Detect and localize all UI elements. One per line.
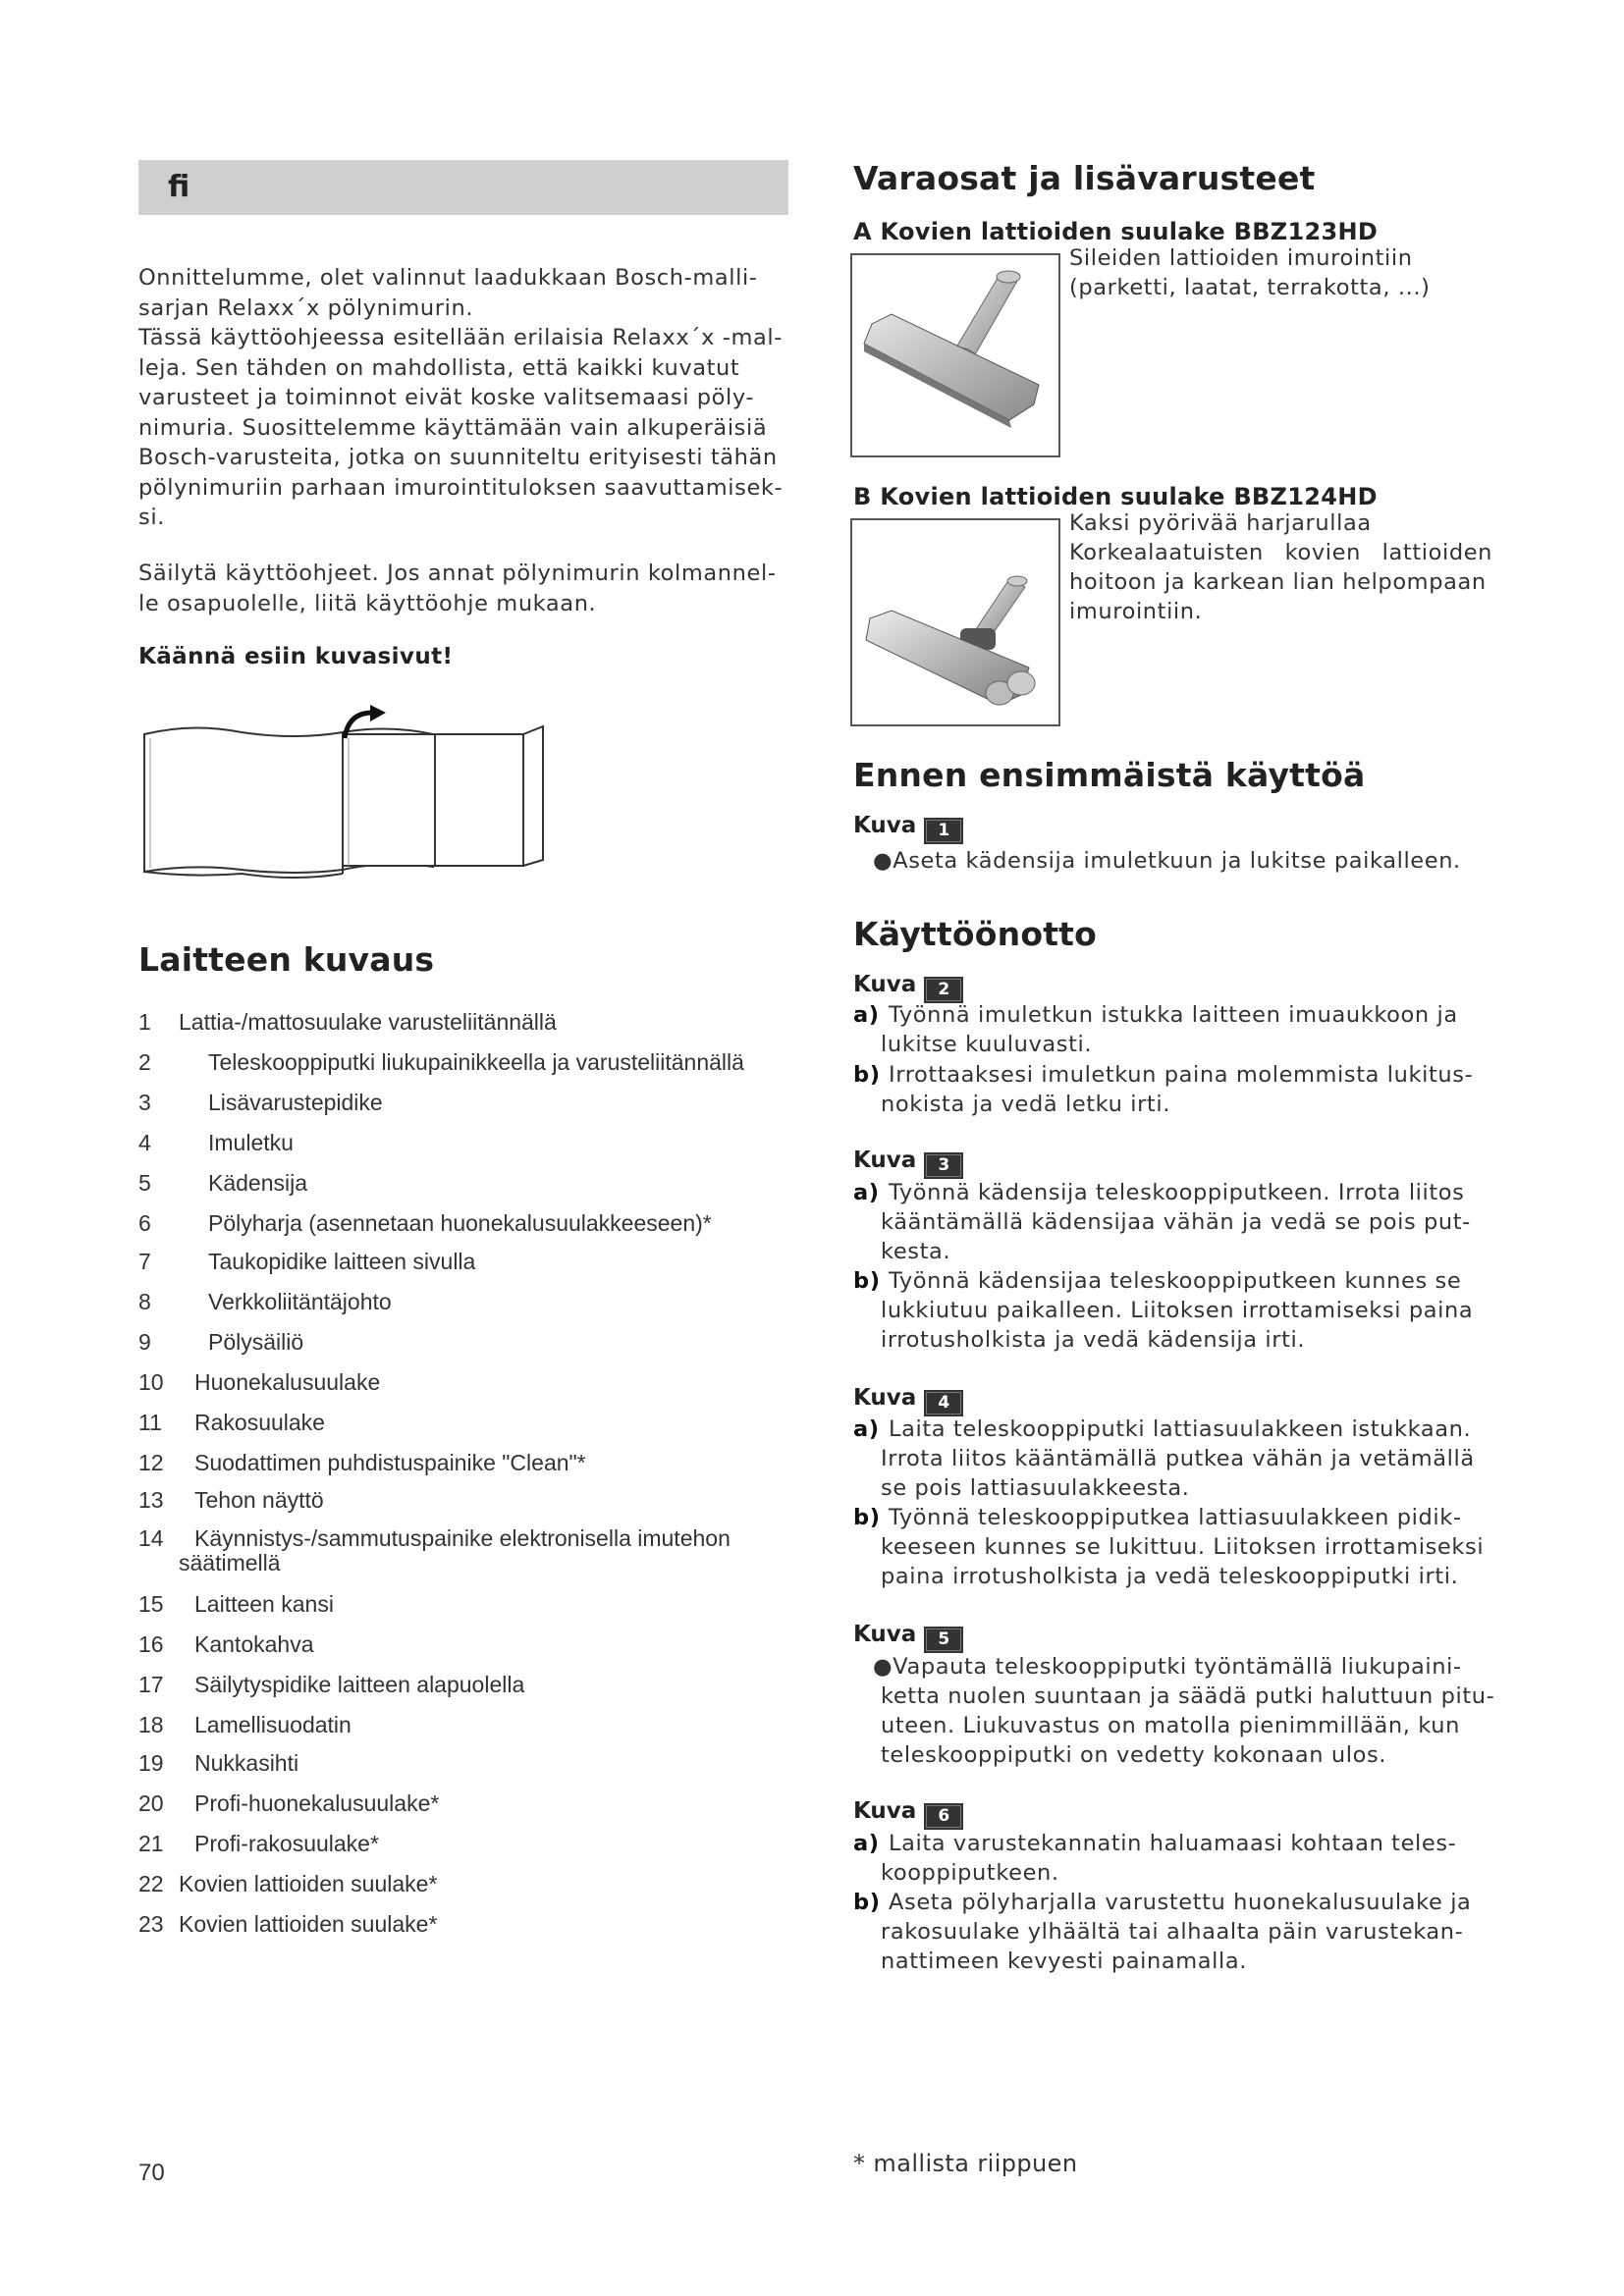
step-letter: a) xyxy=(853,1002,880,1028)
figure-number-badge xyxy=(924,818,963,844)
step-3b xyxy=(853,1266,1521,1355)
step-line: keeseen kunnes se lukittuu. Liitoksen irrottamiseksi xyxy=(881,1534,1485,1560)
item-text: Kovien lattioiden suulake* xyxy=(179,1911,438,1937)
device-description-heading: Laitteen kuvaus xyxy=(138,940,435,979)
figure-number: 1 xyxy=(938,821,950,840)
language-code: fi xyxy=(168,170,190,204)
intro-line: Tässä käyttöohjeessa esitellään erilaisia Relaxx´x -mal- xyxy=(138,325,783,350)
step-line: kääntämällä kädensijaa vähän ja vedä se pois put- xyxy=(881,1209,1471,1235)
step-line: ●Vapauta teleskooppiputki työntämällä liukupaini- xyxy=(873,1654,1462,1680)
step-line: kooppiputkeen. xyxy=(881,1860,1059,1886)
figure-label: Kuva xyxy=(853,1798,917,1824)
footnote: * mallista riippuen xyxy=(853,2150,1078,2177)
item-number: 10 xyxy=(138,1369,164,1395)
step-5-bullet xyxy=(873,1652,1521,1770)
page-number: 70 xyxy=(138,2160,165,2186)
item-number: 21 xyxy=(138,1831,164,1856)
spare-parts-heading: Varaosat ja lisävarusteet xyxy=(853,159,1316,197)
step-line: irrotusholkista ja vedä kädensija irti. xyxy=(881,1327,1306,1353)
step-3a xyxy=(853,1178,1521,1266)
step-line: kesta. xyxy=(881,1239,951,1264)
intro-line: varusteet ja toiminnot eivät koske valitsemaasi pöly- xyxy=(138,385,755,410)
language-tab xyxy=(138,160,788,215)
hard-floor-nozzle-a-picture xyxy=(852,255,1058,455)
item-number: 4 xyxy=(138,1130,151,1155)
description-line: (parketti, laatat, terrakotta, ...) xyxy=(1069,275,1431,300)
item-text: Imuletku xyxy=(208,1130,294,1155)
turn-out-notice: Käännä esiin kuvasivut! xyxy=(138,644,454,669)
intro-line: pölynimuriin parhaan imurointituloksen saavuttamisek- xyxy=(138,474,784,501)
figure-reference xyxy=(853,972,963,1003)
intro-line: Bosch-varusteita, jotka on suunniteltu erityisesti tähän xyxy=(138,445,778,470)
figure-reference xyxy=(853,1798,963,1830)
intro-line: sarjan Relaxx´x pölynimurin. xyxy=(138,294,474,321)
item-text: Nukkasihti xyxy=(194,1750,299,1776)
step-letter: a) xyxy=(853,1180,880,1205)
item-number: 7 xyxy=(138,1249,151,1274)
step-line: teleskooppiputki on vedetty kokonaan ulos. xyxy=(881,1742,1387,1768)
step-line: Irrota liitos kääntämällä putkea vähän ja vetämällä xyxy=(881,1446,1475,1471)
step-line: lukitse kuuluvasti. xyxy=(881,1032,1093,1057)
item-text: Kantokahva xyxy=(194,1631,314,1657)
item-number: 8 xyxy=(138,1289,151,1314)
step-line: rakosuulake ylhäältä tai alhaalta päin varustekan- xyxy=(881,1919,1464,1945)
description-line: Kaksi pyörivää harjarullaa xyxy=(1069,510,1372,536)
operation-heading: Käyttöönotto xyxy=(853,915,1098,953)
step-letter: b) xyxy=(853,1268,881,1294)
step-line: nattimeen kevyesti painamalla. xyxy=(881,1949,1247,1974)
figure-number: 5 xyxy=(938,1629,950,1649)
item-number: 11 xyxy=(138,1410,162,1435)
item-number: 2 xyxy=(138,1049,151,1075)
step-4a xyxy=(853,1415,1521,1503)
item-text: Tehon näyttö xyxy=(194,1487,324,1513)
hard-floor-nozzle-b-picture xyxy=(852,520,1058,724)
keep-line: Säilytä käyttöohjeet. Jos annat pölynimurin kolmannel- xyxy=(138,561,777,586)
item-number: 13 xyxy=(138,1487,164,1513)
item-text: Säilytyspidike laitteen alapuolella xyxy=(194,1672,525,1697)
intro-line: si. xyxy=(138,505,165,530)
item-text: Suodattimen puhdistuspainike "Clean"* xyxy=(194,1450,586,1475)
spare-part-a-title: A Kovien lattioiden suulake BBZ123HD xyxy=(853,218,1379,245)
figure-label: Kuva xyxy=(853,972,917,997)
step-letter: b) xyxy=(853,1062,881,1088)
figure-label: Kuva xyxy=(853,1148,917,1173)
step-line: Työnnä teleskooppiputkea lattiasuulakkeen pidik- xyxy=(889,1505,1462,1530)
step-line: paina irrotusholkista ja vedä teleskooppiputki irti. xyxy=(881,1564,1459,1589)
step-line: lukkiutuu paikalleen. Liitoksen irrottamiseksi paina xyxy=(881,1298,1474,1323)
step-line: uteen. Liukuvastus on matolla pienimmillään, kun xyxy=(881,1713,1460,1738)
fold-out-pages-illustration xyxy=(138,705,551,881)
keep-line: le osapuolelle, liitä käyttöohje mukaan. xyxy=(138,590,597,616)
intro-paragraph xyxy=(138,263,788,533)
description-line: imurointiin. xyxy=(1069,599,1203,624)
item-number: 12 xyxy=(138,1450,164,1475)
figure-number-badge xyxy=(924,1803,963,1830)
step-line: nokista ja vedä letku irti. xyxy=(881,1092,1170,1117)
item-number: 5 xyxy=(138,1170,151,1196)
step-line: Työnnä kädensija teleskooppiputkeen. Irrota liitos xyxy=(889,1180,1465,1205)
item-text: Laitteen kansi xyxy=(194,1591,334,1617)
item-number: 1 xyxy=(138,1009,151,1035)
figure-number-badge xyxy=(924,1627,963,1653)
description-line: Korkealaatuisten kovien lattioiden xyxy=(1069,540,1493,565)
intro-line: leja. Sen tähden on mahdollista, että kaikki kuvatut xyxy=(138,354,740,381)
item-text: Kovien lattioiden suulake* xyxy=(179,1871,438,1896)
intro-line: nimuria. Suosittelemme käyttämään vain alkuperäisiä xyxy=(138,414,768,441)
step-letter: b) xyxy=(853,1505,881,1530)
item-number: 14 xyxy=(138,1525,164,1551)
step-letter: a) xyxy=(853,1416,880,1442)
figure-label: Kuva xyxy=(853,1385,917,1411)
spare-part-a-description xyxy=(1069,243,1430,302)
step-line: Työnnä kädensijaa teleskooppiputkeen kunnes se xyxy=(889,1268,1462,1294)
figure-reference xyxy=(853,1148,963,1179)
item-text: Lamellisuodatin xyxy=(194,1712,352,1737)
instruction-bullet: ●Aseta kädensija imuletkuun ja lukitse paikalleen. xyxy=(873,848,1461,874)
spare-part-b-image xyxy=(850,518,1060,726)
item-text: Verkkoliitäntäjohto xyxy=(208,1289,392,1314)
item-text-continued: säätimellä xyxy=(179,1550,281,1575)
figure-label: Kuva xyxy=(853,813,917,838)
step-line: ketta nuolen suuntaan ja säädä putki haluttuun pitu- xyxy=(881,1683,1495,1709)
item-text: Lattia-/mattosuulake varusteliitännällä xyxy=(179,1009,557,1035)
item-number: 17 xyxy=(138,1672,164,1697)
step-6b xyxy=(853,1888,1521,1976)
step-6a xyxy=(853,1829,1521,1888)
description-line: Sileiden lattioiden imurointiin xyxy=(1069,245,1413,271)
item-text: Käynnistys-/sammutuspainike elektronisella imutehon xyxy=(194,1525,731,1551)
figure-reference xyxy=(853,1385,963,1416)
figure-number: 2 xyxy=(938,980,950,999)
item-number: 3 xyxy=(138,1090,151,1115)
step-line: Irrottaaksesi imuletkun paina molemmista lukitus- xyxy=(889,1062,1474,1088)
item-text: Huonekalusuulake xyxy=(194,1369,381,1395)
step-2a xyxy=(853,1000,1521,1059)
item-text: Rakosuulake xyxy=(194,1410,325,1435)
item-text: Pölyharja (asennetaan huonekalusuulakkeeseen)* xyxy=(208,1210,712,1236)
step-line: Aseta pölyharjalla varustettu huonekalusuulake ja xyxy=(889,1890,1472,1915)
item-number: 6 xyxy=(138,1210,151,1236)
item-text: Teleskooppiputki liukupainikkeella ja varusteliitännällä xyxy=(208,1049,744,1075)
figure-number: 3 xyxy=(938,1155,950,1175)
item-number: 23 xyxy=(138,1911,164,1937)
item-number: 15 xyxy=(138,1591,164,1617)
step-line: Työnnä imuletkun istukka laitteen imuaukkoon ja xyxy=(889,1002,1458,1028)
spare-part-b-title: B Kovien lattioiden suulake BBZ124HD xyxy=(853,483,1378,510)
item-number: 19 xyxy=(138,1750,164,1776)
item-text: Taukopidike laitteen sivulla xyxy=(208,1249,476,1274)
spare-part-b-description xyxy=(1069,508,1492,626)
step-letter: a) xyxy=(853,1831,880,1856)
step-4b xyxy=(853,1503,1521,1591)
item-number: 18 xyxy=(138,1712,164,1737)
item-number: 9 xyxy=(138,1329,151,1355)
before-first-use-heading: Ennen ensimmäistä käyttöä xyxy=(853,756,1366,794)
keep-instructions-paragraph xyxy=(138,559,788,618)
step-letter: b) xyxy=(853,1890,881,1915)
figure-label: Kuva xyxy=(853,1622,917,1647)
step-line: Laita teleskooppiputki lattiasuulakkeen istukkaan. xyxy=(889,1416,1472,1442)
intro-line: Onnittelumme, olet valinnut laadukkaan Bosch-malli- xyxy=(138,265,758,291)
figure-number: 4 xyxy=(938,1393,950,1413)
description-line: hoitoon ja karkean lian helpompaan xyxy=(1069,569,1487,595)
item-number: 20 xyxy=(138,1790,164,1816)
figure-number-badge xyxy=(924,1390,963,1416)
step-line: se pois lattiasuulakkeesta. xyxy=(881,1475,1190,1501)
item-text: Profi-huonekalusuulake* xyxy=(194,1790,440,1816)
step-2b xyxy=(853,1060,1521,1119)
item-number: 16 xyxy=(138,1631,164,1657)
item-text: Kädensija xyxy=(208,1170,308,1196)
figure-number-badge xyxy=(924,1152,963,1179)
item-text: Pölysäiliö xyxy=(208,1329,304,1355)
figure-reference xyxy=(853,1622,963,1653)
item-text: Lisävarustepidike xyxy=(208,1090,383,1115)
item-number: 22 xyxy=(138,1871,164,1896)
figure-number-badge xyxy=(924,977,963,1003)
step-line: Laita varustekannatin haluamaasi kohtaan teles- xyxy=(889,1831,1457,1856)
figure-reference xyxy=(853,813,963,844)
spare-part-a-image xyxy=(850,253,1060,457)
item-text: Profi-rakosuulake* xyxy=(194,1831,379,1856)
figure-number: 6 xyxy=(938,1806,950,1826)
